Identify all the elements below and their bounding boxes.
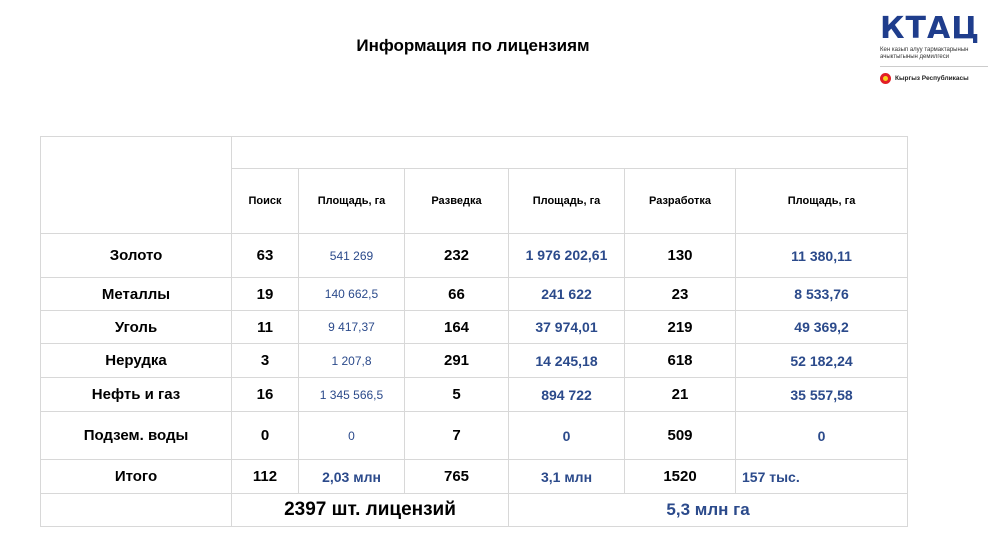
razrabotka-count: 509 [625, 412, 736, 460]
razvedka-count: 765 [405, 460, 509, 494]
corner-cell [41, 137, 232, 234]
razvedka-area: 241 622 [509, 278, 625, 311]
table-row-total [41, 460, 908, 494]
logo-country-label: Кыргыз Республикасы [895, 74, 969, 82]
total-licenses: 2397 шт. лицензий [232, 494, 509, 527]
col-header-razrabotka: Разработка [625, 169, 736, 234]
row-name: Подзем. воды [41, 412, 232, 460]
razrabotka-area: 8 533,76 [736, 278, 908, 311]
logo-subtitle: Кен казып алуу тармактарынын ачыктыгынын демилгеси [880, 47, 969, 60]
col-header-razrabotka-area: Площадь, га [736, 169, 908, 234]
table-row [41, 378, 908, 412]
poisk-area: 1 345 566,5 [299, 378, 405, 412]
razvedka-area: 894 722 [509, 378, 625, 412]
row-name: Золото [41, 234, 232, 278]
razvedka-count: 232 [405, 234, 509, 278]
poisk-count: 112 [232, 460, 299, 494]
row-name: Нерудка [41, 344, 232, 378]
razrabotka-count: 618 [625, 344, 736, 378]
razrabotka-count: 1520 [625, 460, 736, 494]
logo-wordmark: КТАЦ [880, 11, 981, 46]
row-name: Уголь [41, 311, 232, 344]
poisk-count: 3 [232, 344, 299, 378]
table-row [41, 234, 908, 278]
poisk-area: 0 [299, 412, 405, 460]
razrabotka-area: 0 [736, 412, 908, 460]
poisk-count: 11 [232, 311, 299, 344]
page-title: Информация по лицензиям [356, 36, 590, 55]
table-top-row [41, 137, 908, 169]
razvedka-count: 5 [405, 378, 509, 412]
razvedka-count: 291 [405, 344, 509, 378]
razrabotka-area: 49 369,2 [736, 311, 908, 344]
table-row [41, 412, 908, 460]
ktac-logo [880, 11, 990, 94]
col-header-poisk-area: Площадь, га [299, 169, 405, 234]
table-row [41, 278, 908, 311]
poisk-area: 541 269 [299, 234, 405, 278]
table-row [41, 311, 908, 344]
col-header-razvedka-area: Площадь, га [509, 169, 625, 234]
razrabotka-area: 52 182,24 [736, 344, 908, 378]
kyrgyz-flag-icon [880, 73, 891, 84]
header-band [232, 137, 908, 169]
logo-divider [880, 66, 988, 67]
razvedka-area: 3,1 млн [509, 460, 625, 494]
poisk-area: 1 207,8 [299, 344, 405, 378]
razvedka-area: 0 [509, 412, 625, 460]
razvedka-area: 1 976 202,61 [509, 234, 625, 278]
razrabotka-area: 157 тыс. [736, 460, 908, 494]
poisk-count: 19 [232, 278, 299, 311]
razvedka-count: 164 [405, 311, 509, 344]
poisk-area: 9 417,37 [299, 311, 405, 344]
col-header-razvedka: Разведка [405, 169, 509, 234]
table-row [41, 344, 908, 378]
razrabotka-count: 23 [625, 278, 736, 311]
razvedka-area: 14 245,18 [509, 344, 625, 378]
total-area: 5,3 млн га [509, 494, 908, 527]
razvedka-count: 7 [405, 412, 509, 460]
poisk-count: 16 [232, 378, 299, 412]
licenses-table [40, 136, 908, 527]
row-name: Металлы [41, 278, 232, 311]
summary-empty-cell [41, 494, 232, 527]
poisk-area: 140 662,5 [299, 278, 405, 311]
row-name: Нефть и газ [41, 378, 232, 412]
razrabotka-count: 219 [625, 311, 736, 344]
summary-row [41, 494, 908, 527]
poisk-area: 2,03 млн [299, 460, 405, 494]
razrabotka-count: 130 [625, 234, 736, 278]
col-header-poisk: Поиск [232, 169, 299, 234]
razrabotka-count: 21 [625, 378, 736, 412]
poisk-count: 63 [232, 234, 299, 278]
razrabotka-area: 11 380,11 [736, 234, 908, 278]
razvedka-count: 66 [405, 278, 509, 311]
poisk-count: 0 [232, 412, 299, 460]
row-name: Итого [41, 460, 232, 494]
razvedka-area: 37 974,01 [509, 311, 625, 344]
razrabotka-area: 35 557,58 [736, 378, 908, 412]
logo-country [880, 70, 988, 86]
